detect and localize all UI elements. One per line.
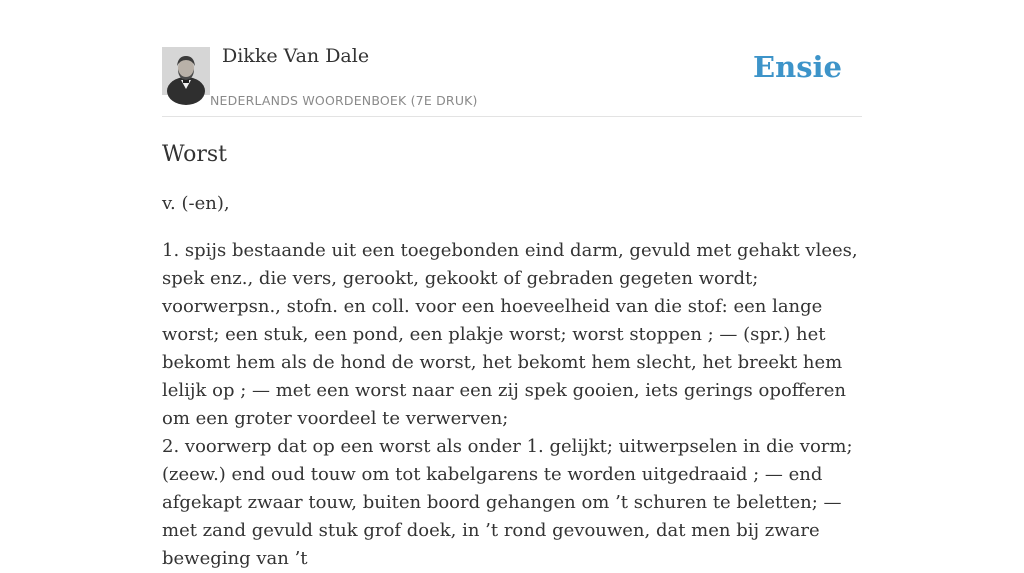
entry-content	[162, 140, 862, 573]
definition-sense-2: 2. voorwerp dat op een worst als onder 1. gelijkt; uitwerpselen in die vorm; (zeew.) end oud touw om tot kabelgarens te worden uitgedraaid ; — end afgekapt zwaar touw, buiten boord gehangen om ’t schuren te beletten; — met zand gevuld stuk grof doek, in ’t rond gevouwen, dat men bij zware beweging van ’t	[162, 436, 853, 569]
brand-logo[interactable]: Ensie	[753, 50, 842, 84]
source-link[interactable]: NEDERLANDS WOORDENBOEK (7E DRUK)	[210, 93, 478, 108]
entry-title: Worst	[162, 142, 228, 167]
entry-grammar: v. (-en),	[162, 193, 230, 214]
portrait-image	[162, 47, 210, 95]
entry-definition	[162, 237, 862, 573]
author-name[interactable]: Dikke Van Dale	[222, 45, 370, 67]
definition-sense-1: 1. spijs bestaande uit een toegebonden eind darm, gevuld met gehakt vlees, spek enz., die vers, gerookt, gekookt of gebraden gegeten wordt; voorwerpsn., stofn. en coll. voor een hoeveelheid van die stof: een lange worst; een stuk, een pond, een plakje worst; worst stoppen ; — (spr.) het bekomt hem als de hond de worst, het bekomt hem slecht, het breekt hem lelijk op ; — met een worst naar een zij spek gooien, iets gerings opofferen om een groter voordeel te verwerven;	[162, 240, 858, 429]
author-avatar[interactable]	[162, 47, 210, 95]
header	[162, 0, 862, 117]
